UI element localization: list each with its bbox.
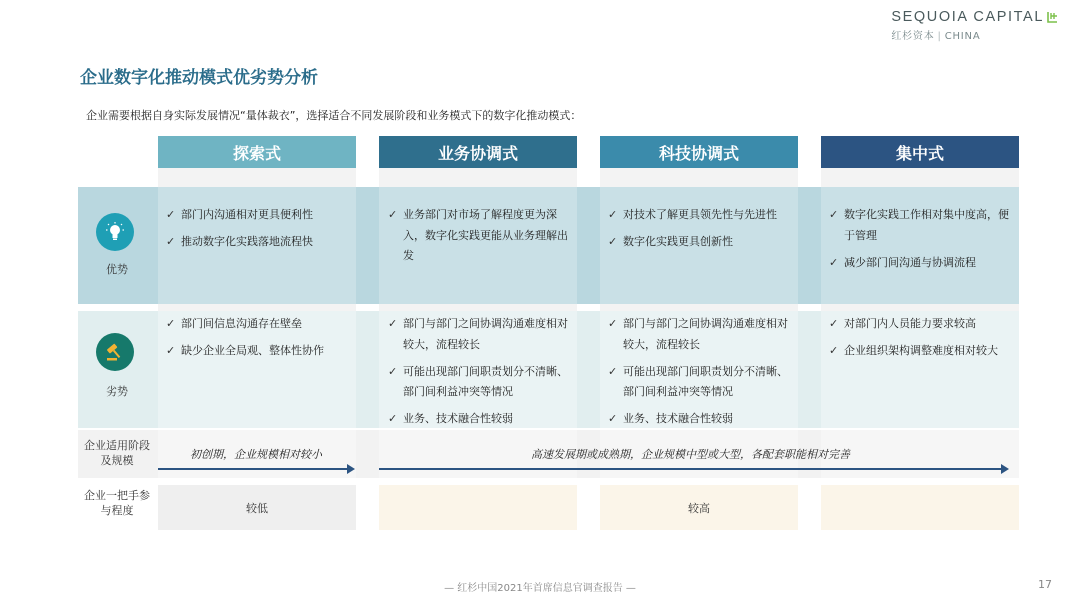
ceo-involvement-low [158,485,356,530]
stage-label: 企业适用阶段及规模 [84,439,150,467]
list-item: ✓ 部门与部门之间协调沟通难度相对较大，流程较长 [608,314,790,355]
leaf-icon [1047,11,1058,23]
column-panel-top [158,168,356,187]
disadvantages-tech [608,314,790,436]
intro-text: 企业需要根据自身实际发展情况“量体裁衣”，选择适合不同发展阶段和业务模式下的数字化推动模式： [86,109,582,122]
column-panel-top [379,168,577,187]
ceo-gap [577,485,600,530]
list-item: ✓ 业务部门对市场了解程度更为深入，数字化实践更能从业务理解出发 [388,205,570,267]
list-item: ✓ 缺少企业全局观、整体性协作 [166,341,356,362]
page-title: 企业数字化推动模式优劣势分析 [80,68,318,88]
footer-text: — 红杉中国2021年首席信息官调查报告 — [444,583,636,594]
column-header-explore: 探索式 [158,136,356,168]
logo-sub-cn: 红杉资本 [891,31,935,42]
advantages-explore [166,205,356,259]
logo-sub-en: CHINA [944,31,981,42]
stage-early-text: 初创期，企业规模相对较小 [190,448,322,461]
list-item: ✓ 数字化实践工作相对集中度高，便于管理 [829,205,1011,246]
advantages-business [388,205,570,273]
list-item: ✓ 可能出现部门间职责划分不清晰、部门间利益冲突等情况 [388,362,570,403]
lightbulb-icon [96,213,134,251]
column-header-tech: 科技协调式 [600,136,798,168]
list-item: ✓ 部门与部门之间协调沟通难度相对较大，流程较长 [388,314,570,355]
column-panel-top [600,168,798,187]
list-item: ✓ 企业组织架构调整难度相对较大 [829,341,1011,362]
column-header-business: 业务协调式 [379,136,577,168]
column-gap [600,304,798,311]
list-item: ✓ 业务、技术融合性较弱 [608,409,790,430]
stage-early-arrow [158,468,348,470]
advantage-label: 优势 [106,263,128,276]
list-item: ✓ 对部门内人员能力要求较高 [829,314,1011,335]
ceo-gap [798,485,821,530]
sequoia-logo: SEQUOIA CAPITAL 红杉资本 | CHINA [891,9,1058,42]
ceo-involvement-high-text: 较高 [688,501,710,515]
gavel-icon [96,333,134,371]
list-item: ✓ 业务、技术融合性较弱 [388,409,570,430]
list-item: ✓ 部门内沟通相对更具便利性 [166,205,356,226]
disadvantages-central [829,314,1011,368]
column-gap [821,304,1019,311]
list-item: ✓ 推动数字化实践落地流程快 [166,232,356,253]
list-item: ✓ 数字化实践更具创新性 [608,232,798,253]
ceo-involvement-high [379,485,1019,530]
disadvantage-label: 劣势 [106,385,128,398]
ceo-involvement-low-text: 较低 [246,501,268,515]
column-panel-top [821,168,1019,187]
page-number: 17 [1038,578,1052,591]
advantages-tech [608,205,798,259]
ceo-label: 企业一把手参与程度 [84,489,150,517]
disadvantages-explore [166,314,356,368]
list-item: ✓ 对技术了解更具领先性与先进性 [608,205,798,226]
column-gap [379,304,577,311]
column-gap [158,304,356,311]
advantages-central [829,205,1011,280]
logo-text: SEQUOIA CAPITAL [891,9,1044,25]
list-item: ✓ 可能出现部门间职责划分不清晰、部门间利益冲突等情况 [608,362,790,403]
list-item: ✓ 部门间信息沟通存在壁垒 [166,314,356,335]
disadvantages-business [388,314,570,436]
column-overlay [821,430,1019,478]
stage-growth-arrow [379,468,1002,470]
stage-growth-text: 高速发展期或成熟期，企业规模中型或大型，各配套职能相对完善 [531,448,850,461]
list-item: ✓ 减少部门间沟通与协调流程 [829,253,1011,274]
column-header-central: 集中式 [821,136,1019,168]
